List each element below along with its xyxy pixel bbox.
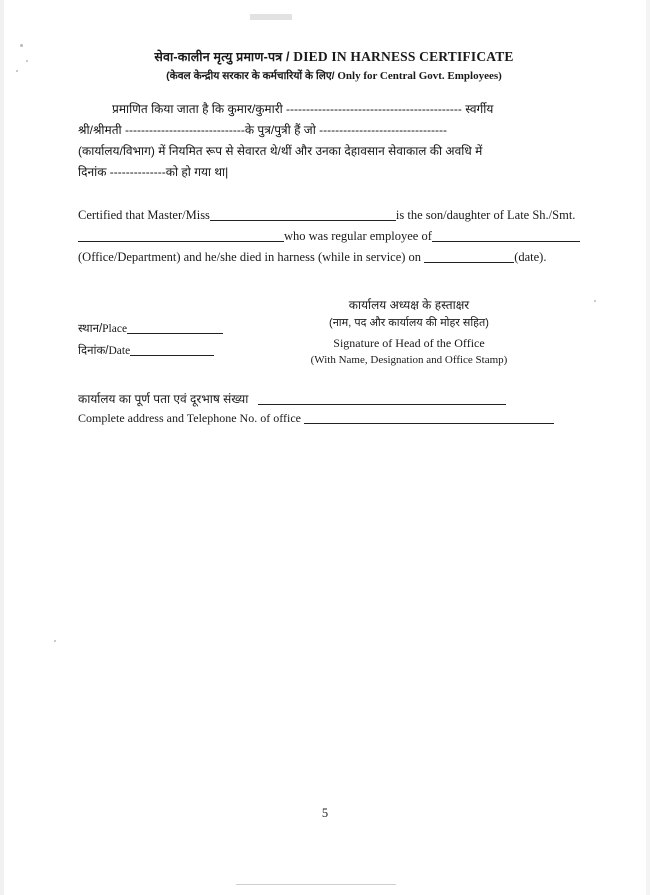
date-label-english: Date (108, 345, 131, 357)
parent-name-blank-field[interactable] (78, 228, 284, 242)
place-label-hindi: स्थान/ (78, 323, 103, 335)
hindi-certificate-text (78, 99, 590, 183)
scan-speck (16, 70, 18, 72)
hindi-line-2: श्री/श्रीमती ------------------------------के पुत्र/पुत्री हैं जो -------------------------------- (78, 123, 448, 137)
office-blank-field[interactable] (432, 228, 580, 242)
english-line-2 (78, 226, 590, 247)
signature-note-hindi: (नाम, पद और कार्यालय की मोहर सहित) (329, 317, 489, 329)
address-label-hindi: कार्यालय का पूर्ण पता एवं दूरभाष संख्या (78, 392, 249, 406)
signature-note-english: (With Name, Designation and Office Stamp) (310, 354, 508, 366)
document-title-hindi: सेवा-कालीन मृत्यु प्रमाण-पत्र / (154, 50, 290, 64)
certificate-content (78, 48, 590, 426)
date-blank-field[interactable] (130, 342, 214, 356)
scan-speck (20, 44, 23, 47)
english-line-2-mid: who was regular employee of (284, 229, 432, 243)
english-certificate-text (78, 205, 590, 268)
place-blank-field[interactable] (127, 320, 223, 334)
english-line-1 (78, 205, 590, 226)
english-line-3-pre: (Office/Department) and he/she died in harness (while in service) on (78, 250, 422, 264)
english-line-3-post: (date). (514, 250, 547, 264)
scan-speck (26, 60, 28, 62)
hindi-line-4: दिनांक --------------को हो गया था| (78, 165, 229, 179)
date-label-hindi: दिनांक/ (78, 345, 109, 357)
address-block (78, 390, 590, 426)
scan-artifact-top (250, 14, 292, 20)
english-line-1-mid: is the son/daughter of Late Sh./Smt. (395, 208, 576, 222)
address-blank-field-english[interactable] (304, 412, 554, 424)
address-blank-field-hindi[interactable] (258, 393, 506, 405)
title-block (78, 48, 590, 83)
place-label-english: Place (102, 323, 128, 335)
document-title (78, 48, 590, 65)
hindi-line-3: (कार्यालय/विभाग) में नियमित रूप से सेवारत थे/थीं और उनका देहावसान सेवाकाल की अवधि में (78, 144, 483, 158)
scan-edge (0, 0, 4, 895)
signature-title-english: Signature of Head of the Office (333, 336, 485, 350)
hindi-line-1: प्रमाणित किया जाता है कि कुमार/कुमारी -------------------------------------------- स्वर्गीय (112, 102, 494, 116)
signature-title-hindi: कार्यालय अध्यक्ष के हस्ताक्षर (348, 298, 470, 312)
document-title-english: DIED IN HARNESS CERTIFICATE (293, 49, 514, 64)
scan-speck (594, 300, 596, 302)
document-subtitle-hindi: (केवल केन्द्रीय सरकार के कर्मचारियों के लिए/ (166, 70, 335, 82)
address-label-english: Complete address and Telephone No. of office (78, 411, 301, 425)
name-blank-field[interactable] (210, 207, 396, 221)
scan-speck (54, 640, 56, 642)
scan-artifact-bottom (236, 884, 396, 885)
scan-edge (646, 0, 650, 895)
address-row-english (78, 411, 590, 426)
document-subtitle (78, 69, 590, 83)
document-subtitle-english: Only for Central Govt. Employees) (337, 70, 502, 82)
english-line-3 (78, 247, 590, 268)
english-line-1-pre: Certified that Master/Miss (78, 208, 210, 222)
page-number: 5 (321, 806, 329, 820)
address-row-hindi (78, 390, 590, 407)
death-date-blank-field[interactable] (424, 249, 514, 263)
